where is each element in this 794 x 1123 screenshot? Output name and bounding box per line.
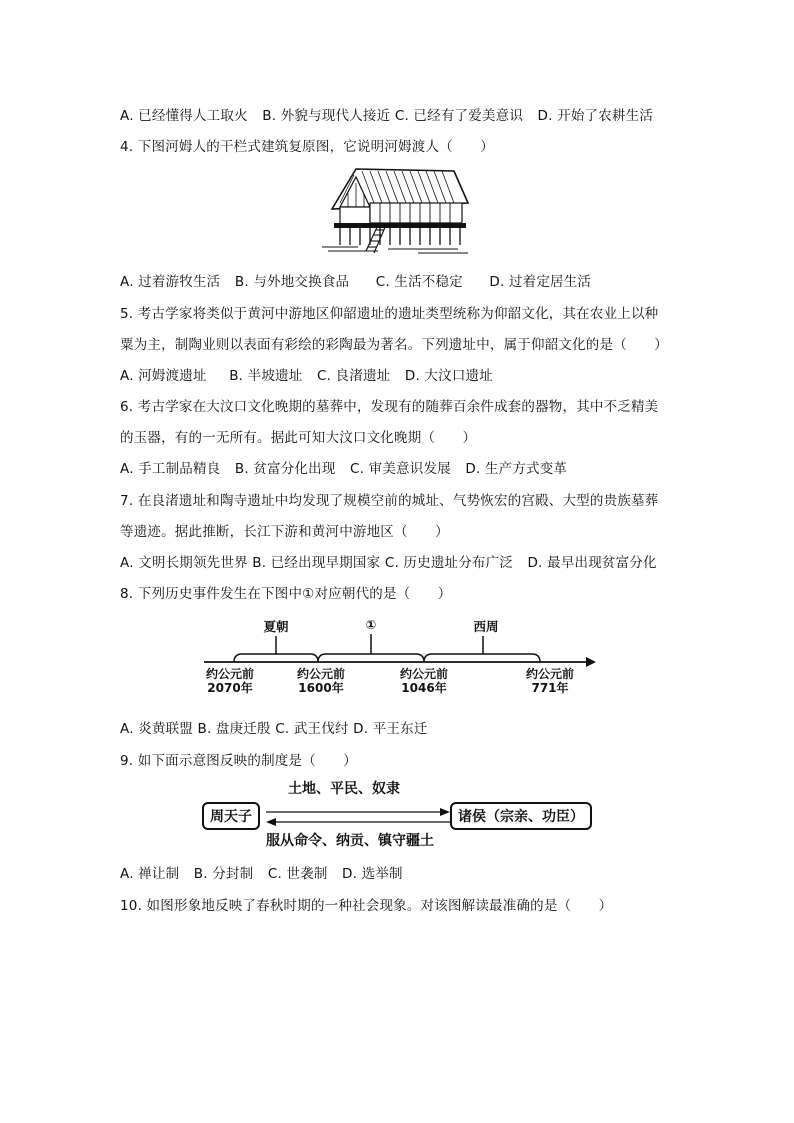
q6-option-d: D. 生产方式变革: [465, 461, 568, 477]
western-zhou-brace: [424, 654, 540, 662]
q8-option-a: A. 炎黄联盟: [120, 721, 193, 737]
q4-option-d: D. 过着定居生活: [489, 274, 592, 290]
date-1046-line1: 约公元前: [399, 667, 449, 681]
date-1046-line2: 1046年: [401, 681, 447, 695]
q8-option-b: B. 盘庚迁殷: [197, 721, 271, 737]
q3-option-a: A. 已经懂得人工取火: [120, 108, 248, 124]
stilt-house-drawing: [318, 163, 470, 255]
date-771-line2: 771年: [531, 681, 569, 695]
q6-stem-line1: 6. 考古学家在大汶口文化晚期的墓葬中，发现有的随葬百余件成套的器物，其中不乏精美: [120, 399, 659, 415]
q7-option-a: A. 文明长期领先世界: [120, 555, 248, 571]
q3-option-c: C. 已经有了爱美意识: [394, 108, 524, 124]
q6-option-a: A. 手工制品精良: [120, 461, 221, 477]
fengjian-diagram: [200, 778, 600, 850]
q5-option-b: B. 半坡遗址: [229, 368, 303, 384]
timeline-label-western-zhou: 西周: [473, 619, 499, 634]
timeline-label-1: ①: [365, 617, 377, 632]
q6-option-b: B. 贫富分化出现: [234, 461, 336, 477]
q4-option-c: C. 生活不稳定: [375, 274, 463, 290]
date-1600-line2: 1600年: [298, 681, 344, 695]
q8-option-c: C. 武王伐纣: [275, 721, 349, 737]
xia-brace: [234, 654, 318, 662]
q3-option-b: B. 外貌与现代人接近: [262, 108, 391, 124]
diagram-right-box: 诸侯（宗亲、功臣）: [450, 802, 592, 830]
diagram-top-text: 土地、平民、奴隶: [288, 781, 400, 797]
date-771-line1: 约公元前: [525, 667, 575, 681]
q7-options: [120, 551, 657, 571]
q7-option-b: B. 已经出现早期国家: [252, 555, 381, 571]
date-2070-line1: 约公元前: [205, 667, 255, 681]
q8-stem: 8. 下列历史事件发生在下图中①对应朝代的是（ ）: [120, 586, 452, 602]
diagram-bottom-text: 服从命令、纳贡、镇守疆土: [266, 833, 434, 849]
q6-stem-line2: 的玉器，有的一无所有。据此可知大汶口文化晚期（ ）: [120, 430, 477, 446]
q9-option-d: D. 选举制: [342, 866, 403, 882]
q9-option-b: B. 分封制: [193, 866, 254, 882]
q9-option-a: A. 禅让制: [120, 866, 180, 882]
q4-stem: 4. 下图河姆人的干栏式建筑复原图，它说明河姆渡人（ ）: [120, 139, 494, 155]
arrow-to-vassals-head: [440, 808, 450, 816]
q6-option-c: C. 审美意识发展: [350, 461, 451, 477]
q9-option-c: C. 世袭制: [267, 866, 328, 882]
q7-option-c: C. 历史遗址分布广泛: [384, 555, 514, 571]
period1-brace: [318, 654, 424, 662]
arrow-to-king-head: [266, 818, 276, 826]
q4-option-a: A. 过着游牧生活: [120, 274, 221, 290]
q7-option-d: D. 最早出现贫富分化: [527, 555, 657, 571]
q4-option-b: B. 与外地交换食品: [234, 274, 350, 290]
q5-options: [120, 364, 493, 384]
q5-option-d: D. 大汶口遗址: [404, 368, 493, 384]
q6-options: [120, 457, 567, 477]
diagram-left-box: 周天子: [202, 802, 260, 830]
q7-stem-line2: 等遗迹。据此推断，长江下游和黄河中游地区（ ）: [120, 524, 449, 540]
q5-stem-line2: 粟为主，制陶业则以表面有彩绘的彩陶最为著名。下列遗址中，属于仰韶文化的是（ ）: [120, 337, 668, 353]
q7-stem-line1: 7. 在良渚遗址和陶寺遗址中均发现了规模空前的城址、气势恢宏的宫殿、大型的贵族墓葬: [120, 493, 659, 509]
date-2070-line2: 2070年: [207, 681, 253, 695]
q3-option-d: D. 开始了农耕生活: [537, 108, 654, 124]
q3-options: [120, 104, 653, 124]
dynasty-timeline: [200, 612, 605, 702]
q9-stem: 9. 如下面示意图反映的制度是（ ）: [120, 753, 357, 769]
q8-option-d: D. 平王东迁: [353, 721, 428, 737]
diagram-arrows: [264, 804, 452, 830]
q8-options: [120, 717, 428, 737]
date-1600-line1: 约公元前: [296, 667, 346, 681]
q10-stem: 10. 如图形象地反映了春秋时期的一种社会现象。对该图解读最准确的是（ ）: [120, 898, 613, 914]
timeline-label-xia: 夏朝: [263, 619, 289, 634]
q5-stem-line1: 5. 考古学家将类似于黄河中游地区仰韶遗址的遗址类型统称为仰韶文化，其在农业上以种: [120, 306, 659, 322]
q4-options: [120, 270, 591, 290]
q5-option-c: C. 良渚遗址: [316, 368, 391, 384]
q9-options: [120, 862, 403, 882]
timeline-arrowhead: [586, 657, 596, 667]
stilt-house-image: [318, 163, 470, 255]
q5-option-a: A. 河姆渡遗址: [120, 368, 207, 384]
